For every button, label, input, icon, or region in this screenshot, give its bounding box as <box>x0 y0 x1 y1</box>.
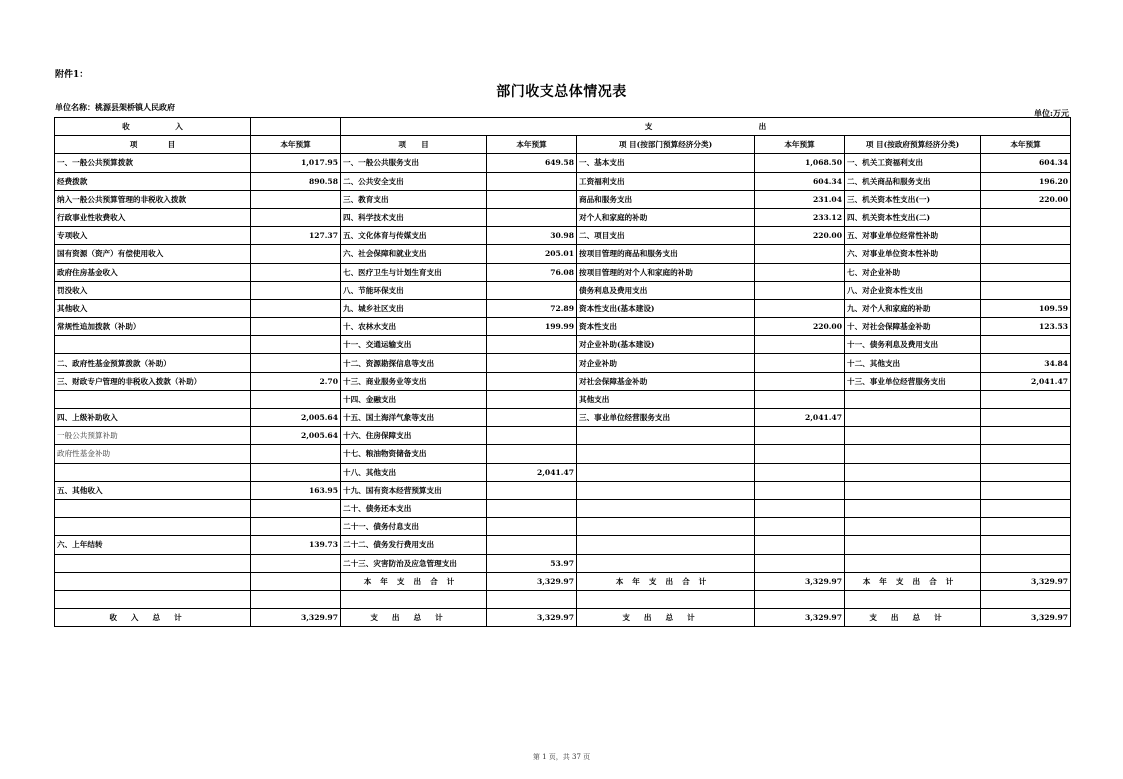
cell-dept-econ-budget <box>755 354 845 372</box>
cell-income-item: 国有资源（资产）有偿使用收入 <box>55 245 251 263</box>
cell-dept-econ-budget: 3,329.97 <box>755 572 845 590</box>
cell-dept-econ-budget: 220.00 <box>755 318 845 336</box>
cell-dept-econ-item: 本年支出合计 <box>577 572 755 590</box>
col-header-gov-econ-budget: 本年预算 <box>981 136 1071 154</box>
cell-gov-econ-item: 八、对企业资本性支出 <box>845 281 981 299</box>
cell-income-item: 政府住房基金收入 <box>55 263 251 281</box>
cell-gov-econ-budget: 109.59 <box>981 299 1071 317</box>
cell-dept-econ-budget <box>755 463 845 481</box>
cell-income-budget <box>251 281 341 299</box>
cell-income-item: 罚没收入 <box>55 281 251 299</box>
cell-func-budget <box>487 518 577 536</box>
cell-income-item: 纳入一般公共预算管理的非税收入拨款 <box>55 190 251 208</box>
cell-gov-econ-budget <box>981 245 1071 263</box>
cell-func-budget <box>487 336 577 354</box>
cell-gov-econ-budget <box>981 409 1071 427</box>
cell-func-item: 十八、其他支出 <box>341 463 487 481</box>
cell-gov-econ-budget <box>981 463 1071 481</box>
cell-gov-econ-item <box>845 518 981 536</box>
cell-gov-econ-item: 九、对个人和家庭的补助 <box>845 299 981 317</box>
cell-func-budget <box>487 390 577 408</box>
cell-func-item: 二十、债务还本支出 <box>341 499 487 517</box>
cell-func-budget: 30.98 <box>487 227 577 245</box>
col-header-func-item: 项 目 <box>341 136 487 154</box>
cell-dept-econ-budget <box>755 336 845 354</box>
cell-dept-econ-item: 其他支出 <box>577 390 755 408</box>
cell-dept-econ-item <box>577 554 755 572</box>
cell-dept-econ-budget: 1,068.50 <box>755 154 845 172</box>
table-row <box>55 154 1071 172</box>
cell-dept-econ-budget <box>755 481 845 499</box>
cell-func-item: 二、公共安全支出 <box>341 172 487 190</box>
cell-func-budget: 199.99 <box>487 318 577 336</box>
table-row <box>55 172 1071 190</box>
income-section-header: 收 入 <box>55 118 251 136</box>
cell-gov-econ-budget: 3,329.97 <box>981 609 1071 627</box>
cell-dept-econ-budget <box>755 390 845 408</box>
cell-dept-econ-budget <box>755 427 845 445</box>
cell-func-item: 十七、粮油物资储备支出 <box>341 445 487 463</box>
cell-gov-econ-budget <box>981 481 1071 499</box>
cell-func-item: 五、文化体育与传媒支出 <box>341 227 487 245</box>
cell-func-item: 八、节能环保支出 <box>341 281 487 299</box>
budget-table <box>54 117 1071 627</box>
col-header-dept-econ-item: 项 目(按部门预算经济分类) <box>577 136 755 154</box>
cell-dept-econ-item: 按项目管理的商品和服务支出 <box>577 245 755 263</box>
cell-income-budget <box>251 318 341 336</box>
cell-income-item: 三、财政专户管理的非税收入拨款（补助） <box>55 372 251 390</box>
cell-income-item <box>55 554 251 572</box>
cell-income-item: 六、上年结转 <box>55 536 251 554</box>
cell-dept-econ-budget: 604.34 <box>755 172 845 190</box>
cell-gov-econ-budget <box>981 263 1071 281</box>
cell-func-budget: 53.97 <box>487 554 577 572</box>
cell-income-budget <box>251 445 341 463</box>
cell-gov-econ-budget <box>981 499 1071 517</box>
cell-gov-econ-budget: 2,041.47 <box>981 372 1071 390</box>
cell-income-item: 一、一般公共预算拨款 <box>55 154 251 172</box>
cell-gov-econ-budget <box>981 427 1071 445</box>
cell-func-budget: 76.08 <box>487 263 577 281</box>
cell-func-budget <box>487 281 577 299</box>
cell-func-budget <box>487 445 577 463</box>
cell-func-item: 二十三、灾害防治及应急管理支出 <box>341 554 487 572</box>
cell-func-item: 十五、国土海洋气象等支出 <box>341 409 487 427</box>
cell-income-budget <box>251 463 341 481</box>
cell-gov-econ-item <box>845 536 981 554</box>
cell-gov-econ-item: 十一、债务利息及费用支出 <box>845 336 981 354</box>
cell-income-item: 常规性追加拨款（补助） <box>55 318 251 336</box>
cell-gov-econ-item <box>845 554 981 572</box>
cell-income-budget <box>251 499 341 517</box>
cell-dept-econ-item: 对社会保障基金补助 <box>577 372 755 390</box>
cell-income-budget <box>251 263 341 281</box>
cell-dept-econ-item: 资本性支出(基本建设) <box>577 299 755 317</box>
cell-func-budget: 3,329.97 <box>487 572 577 590</box>
cell-gov-econ-budget: 34.84 <box>981 354 1071 372</box>
cell-gov-econ-budget: 220.00 <box>981 190 1071 208</box>
table-row <box>55 463 1071 481</box>
cell-gov-econ-item: 二、机关商品和服务支出 <box>845 172 981 190</box>
cell-func-item: 六、社会保障和就业支出 <box>341 245 487 263</box>
cell-gov-econ-budget <box>981 281 1071 299</box>
cell-income-budget <box>251 354 341 372</box>
table-row <box>55 299 1071 317</box>
unit-label: 单位:万元 <box>1034 108 1069 118</box>
cell-dept-econ-item: 一、基本支出 <box>577 154 755 172</box>
cell-income-item: 收入总计 <box>55 609 251 627</box>
cell-gov-econ-item <box>845 409 981 427</box>
cell-income-item: 四、上级补助收入 <box>55 409 251 427</box>
cell-income-budget <box>251 518 341 536</box>
cell-dept-econ-budget: 231.04 <box>755 190 845 208</box>
cell-income-budget <box>251 208 341 226</box>
cell-income-budget: 2,005.64 <box>251 427 341 445</box>
cell-func-budget <box>487 372 577 390</box>
cell-func-budget <box>487 409 577 427</box>
cell-func-budget <box>487 190 577 208</box>
table-row <box>55 263 1071 281</box>
cell-income-item <box>55 390 251 408</box>
cell-func-budget: 205.01 <box>487 245 577 263</box>
cell-func-budget: 72.89 <box>487 299 577 317</box>
table-row <box>55 499 1071 517</box>
cell-income-item <box>55 518 251 536</box>
cell-dept-econ-item <box>577 536 755 554</box>
cell-dept-econ-budget <box>755 263 845 281</box>
cell-gov-econ-item: 四、机关资本性支出(二) <box>845 208 981 226</box>
cell-income-budget: 890.58 <box>251 172 341 190</box>
cell-func-item: 十一、交通运输支出 <box>341 336 487 354</box>
cell-dept-econ-item: 商品和服务支出 <box>577 190 755 208</box>
cell-func-item: 十、农林水支出 <box>341 318 487 336</box>
cell-income-item: 专项收入 <box>55 227 251 245</box>
cell-gov-econ-budget: 3,329.97 <box>981 572 1071 590</box>
cell-func-budget: 2,041.47 <box>487 463 577 481</box>
table-row <box>55 409 1071 427</box>
cell-func-budget <box>487 427 577 445</box>
col-header-dept-econ-budget: 本年预算 <box>755 136 845 154</box>
cell-func-item: 七、医疗卫生与计划生育支出 <box>341 263 487 281</box>
cell-income-item: 经费拨款 <box>55 172 251 190</box>
cell-gov-econ-item: 支出总计 <box>845 609 981 627</box>
cell-dept-econ-item: 资本性支出 <box>577 318 755 336</box>
cell-gov-econ-budget <box>981 518 1071 536</box>
cell-dept-econ-item: 三、事业单位经营服务支出 <box>577 409 755 427</box>
cell-income-budget <box>251 190 341 208</box>
cell-gov-econ-budget: 196.20 <box>981 172 1071 190</box>
cell-gov-econ-budget <box>981 445 1071 463</box>
cell-dept-econ-budget <box>755 554 845 572</box>
table-row <box>55 208 1071 226</box>
cell-dept-econ-item: 按项目管理的对个人和家庭的补助 <box>577 263 755 281</box>
cell-func-item: 九、城乡社区支出 <box>341 299 487 317</box>
table-row <box>55 372 1071 390</box>
cell-gov-econ-budget <box>981 227 1071 245</box>
cell-dept-econ-budget <box>755 590 845 608</box>
cell-income-item: 一般公共预算补助 <box>55 427 251 445</box>
cell-func-item: 三、教育支出 <box>341 190 487 208</box>
cell-gov-econ-item: 十二、其他支出 <box>845 354 981 372</box>
cell-income-budget <box>251 336 341 354</box>
cell-gov-econ-item: 十、对社会保障基金补助 <box>845 318 981 336</box>
table-row <box>55 427 1071 445</box>
col-header-income-budget: 本年预算 <box>251 136 341 154</box>
cell-dept-econ-budget <box>755 245 845 263</box>
cell-func-item: 二十一、债务付息支出 <box>341 518 487 536</box>
cell-gov-econ-budget: 123.53 <box>981 318 1071 336</box>
cell-gov-econ-item <box>845 463 981 481</box>
cell-dept-econ-budget: 233.12 <box>755 208 845 226</box>
cell-func-budget <box>487 499 577 517</box>
header-row-columns <box>55 136 1071 154</box>
cell-gov-econ-item: 五、对事业单位经常性补助 <box>845 227 981 245</box>
cell-gov-econ-budget <box>981 208 1071 226</box>
income-section-header-spacer <box>251 118 341 136</box>
cell-func-item: 十九、国有资本经营预算支出 <box>341 481 487 499</box>
cell-dept-econ-item: 对企业补助 <box>577 354 755 372</box>
unit-name: 单位名称：桃源县架桥镇人民政府 <box>55 102 175 112</box>
cell-income-budget: 139.73 <box>251 536 341 554</box>
col-header-income-item: 项 目 <box>55 136 251 154</box>
cell-dept-econ-item: 二、项目支出 <box>577 227 755 245</box>
cell-income-budget <box>251 572 341 590</box>
cell-dept-econ-budget <box>755 499 845 517</box>
cell-dept-econ-item: 债务利息及费用支出 <box>577 281 755 299</box>
table-row <box>55 536 1071 554</box>
cell-gov-econ-item: 六、对事业单位资本性补助 <box>845 245 981 263</box>
col-header-gov-econ-item: 项 目(按政府预算经济分类) <box>845 136 981 154</box>
cell-dept-econ-item <box>577 427 755 445</box>
cell-func-budget: 649.58 <box>487 154 577 172</box>
cell-func-item: 四、科学技术支出 <box>341 208 487 226</box>
cell-func-budget <box>487 481 577 499</box>
cell-dept-econ-budget: 2,041.47 <box>755 409 845 427</box>
cell-func-item: 十三、商业服务业等支出 <box>341 372 487 390</box>
cell-income-item <box>55 463 251 481</box>
cell-dept-econ-budget: 220.00 <box>755 227 845 245</box>
cell-func-item <box>341 590 487 608</box>
cell-income-budget: 2,005.64 <box>251 409 341 427</box>
cell-income-item <box>55 590 251 608</box>
cell-func-item: 十六、住房保障支出 <box>341 427 487 445</box>
cell-func-budget <box>487 208 577 226</box>
table-row <box>55 336 1071 354</box>
cell-dept-econ-budget: 3,329.97 <box>755 609 845 627</box>
cell-func-item: 一、一般公共服务支出 <box>341 154 487 172</box>
cell-func-budget: 3,329.97 <box>487 609 577 627</box>
page-title: 部门收支总体情况表 <box>496 84 627 100</box>
cell-income-budget <box>251 554 341 572</box>
cell-func-budget <box>487 354 577 372</box>
cell-gov-econ-item: 十三、事业单位经营服务支出 <box>845 372 981 390</box>
cell-dept-econ-budget <box>755 445 845 463</box>
cell-income-item: 其他收入 <box>55 299 251 317</box>
cell-income-item <box>55 572 251 590</box>
cell-gov-econ-item: 七、对企业补助 <box>845 263 981 281</box>
cell-func-budget <box>487 172 577 190</box>
cell-income-budget <box>251 390 341 408</box>
cell-gov-econ-budget: 604.34 <box>981 154 1071 172</box>
cell-gov-econ-item <box>845 427 981 445</box>
cell-func-item: 十二、资源勘探信息等支出 <box>341 354 487 372</box>
page-footer: 第 1 页，共 37 页 <box>532 753 591 761</box>
table-row <box>55 572 1071 590</box>
cell-income-item: 行政事业性收费收入 <box>55 208 251 226</box>
cell-gov-econ-budget <box>981 336 1071 354</box>
cell-dept-econ-item <box>577 499 755 517</box>
cell-gov-econ-item: 一、机关工资福利支出 <box>845 154 981 172</box>
cell-gov-econ-budget <box>981 390 1071 408</box>
cell-dept-econ-item <box>577 590 755 608</box>
cell-gov-econ-budget <box>981 590 1071 608</box>
header-row-sections <box>55 118 1071 136</box>
table-row <box>55 445 1071 463</box>
col-header-func-budget: 本年预算 <box>487 136 577 154</box>
cell-dept-econ-item: 工资福利支出 <box>577 172 755 190</box>
cell-gov-econ-item: 三、机关资本性支出(一) <box>845 190 981 208</box>
cell-gov-econ-item <box>845 481 981 499</box>
cell-gov-econ-budget <box>981 554 1071 572</box>
cell-dept-econ-budget <box>755 518 845 536</box>
cell-income-budget: 2.70 <box>251 372 341 390</box>
attachment-label: 附件1： <box>55 70 89 80</box>
table-row <box>55 190 1071 208</box>
cell-income-budget: 1,017.95 <box>251 154 341 172</box>
cell-dept-econ-item: 支出总计 <box>577 609 755 627</box>
cell-gov-econ-item: 本年支出合计 <box>845 572 981 590</box>
table-row <box>55 554 1071 572</box>
cell-func-item: 二十二、债务发行费用支出 <box>341 536 487 554</box>
cell-func-budget <box>487 590 577 608</box>
cell-income-item: 五、其他收入 <box>55 481 251 499</box>
cell-gov-econ-item <box>845 445 981 463</box>
cell-func-item: 支出总计 <box>341 609 487 627</box>
cell-dept-econ-item <box>577 463 755 481</box>
table-row <box>55 481 1071 499</box>
cell-income-budget: 163.95 <box>251 481 341 499</box>
table-row <box>55 245 1071 263</box>
cell-dept-econ-item: 对企业补助(基本建设) <box>577 336 755 354</box>
cell-income-item: 二、政府性基金预算拨款（补助） <box>55 354 251 372</box>
cell-income-budget: 3,329.97 <box>251 609 341 627</box>
cell-gov-econ-item <box>845 590 981 608</box>
cell-dept-econ-item: 对个人和家庭的补助 <box>577 208 755 226</box>
cell-dept-econ-budget <box>755 299 845 317</box>
cell-func-item: 十四、金融支出 <box>341 390 487 408</box>
table-row <box>55 281 1071 299</box>
cell-dept-econ-item <box>577 518 755 536</box>
cell-dept-econ-budget <box>755 281 845 299</box>
cell-dept-econ-budget <box>755 536 845 554</box>
table-row <box>55 390 1071 408</box>
cell-income-budget <box>251 245 341 263</box>
table-row <box>55 227 1071 245</box>
cell-func-budget <box>487 536 577 554</box>
cell-income-budget <box>251 590 341 608</box>
table-row <box>55 318 1071 336</box>
table-row <box>55 354 1071 372</box>
cell-dept-econ-item <box>577 445 755 463</box>
cell-dept-econ-item <box>577 481 755 499</box>
cell-income-item <box>55 499 251 517</box>
cell-dept-econ-budget <box>755 372 845 390</box>
cell-income-budget: 127.37 <box>251 227 341 245</box>
cell-income-item <box>55 336 251 354</box>
expenditure-section-header: 支 出 <box>341 118 1071 136</box>
cell-func-item: 本年支出合计 <box>341 572 487 590</box>
table-row <box>55 609 1071 627</box>
table-row <box>55 590 1071 608</box>
cell-gov-econ-budget <box>981 536 1071 554</box>
cell-income-item: 政府性基金补助 <box>55 445 251 463</box>
cell-gov-econ-item <box>845 499 981 517</box>
cell-income-budget <box>251 299 341 317</box>
table-row <box>55 518 1071 536</box>
cell-gov-econ-item <box>845 390 981 408</box>
